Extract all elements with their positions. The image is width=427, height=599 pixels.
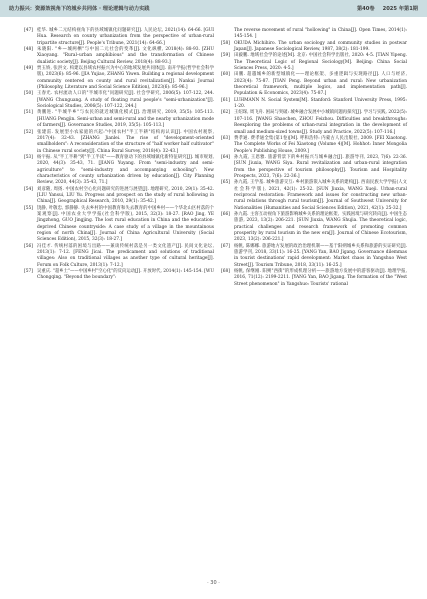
reference-number: [56] [24,243,33,249]
reference-entry [221,28,407,41]
running-header [0,0,427,17]
reference-entry [24,91,214,110]
reference-number: [61] [221,97,230,103]
page-number: · 30 · [207,580,220,586]
reference-entry [24,155,214,187]
reference-entry [24,28,214,47]
references-right-column [221,28,407,288]
reference-text: 田毅鹏. 地域社会学的论述[M]. 北京: 中国社会科学出版社, 2020: 4-5. [TIAN Yipeng. The Theoretical Logic of Regional Sociology[M]. Beijing: China Social Sciences Press, 2020: 4-5.] [234,53,407,72]
reference-text: 杨宇振. 从"半工半耕"到"半工半读"——教育驱动下的县域城镇化新特征研究[J]. 城市规划, 2020, 44(3): 35-43, 71. [JIANG Yuyang. From "semi-industry and semi-agriculture" to "semi-industry and accompanying schooling": New characteristics of county urbanization driven by education[J]. City Planning Review, 2020, 44(3): 35-43, 71.] [37,154,214,186]
reference-text: 王绍琛, 周飞舟. 困局与突破: 城乡融合发展中小城镇问题再探究[J]. 学习与实践, 2022(5): 107-116. [WANG Shaochen, ZHOU Feizhou. Difficulties and breakthroughs: Reexploring the problems of urban-rural integration in the development of small and medium-sized towns[J]. Study and Practice, 2022(5): 107-116.] [234,110,407,135]
reference-text: 朱晓阳. "乡—城两栖"与中国二元社会的变革[J]. 文化纵横, 2018(4): 88-93. [ZHU Xiaoyang. "Rural–urban amphibious" and the transformation of Chinese dualistic society[J]. Beijing Cultural Review, 2018(4): 88-93.] [37,47,214,65]
reference-number: [60] [221,72,230,78]
reference-number: [48] [24,47,33,53]
reference-text: 孙九霞. 主客互动视角下旅游影响城乡关系的理论框架、实践困境与研究转向[J]. 中国生态旅游, 2023, 13(2): 206-221. [SUN Jiuxia, WANG Shujia. The theoretical logic, practical challenges and research framework of promoting common prosperity by rural tourism in the new era[J]. Journal of Chinese Ecotourism, 2023, 13(2): 206-221.] [234,211,407,243]
reference-text: 孙九霞, 王恩雅. 旅游背景下的乡村振兴与城乡融合[J]. 旅游导刊, 2023, 7(6): 22-36. [SUN Jiuxia, WANG Siya. Rural revitalization and urban-rural integration from the perspective of tourism philosophy[J]. Tourism and Hospitality Prospects, 2023, 7(6): 22-36.] [234,154,407,179]
reference-entry [24,47,214,66]
reference-entry [221,72,407,97]
reference-number: [57] [24,269,33,275]
reference-text: 刘彦随, 周扬. 中国农村空心化问题研究的进展与展望[J]. 地理研究, 2010, 29(1): 35-42. [LIU Yansui, LIU Yu. Progress and prospect on the study of rural hollowing in China[J]. Geographical Research, 2010, 29(1): 35-42.] [37,186,214,205]
reference-entry [24,187,214,206]
reference-number: [50] [24,91,33,97]
reference-text: 冯佳才. 传统村落的困境与出路——兼谈传统村落是另一类文化遗产[J]. 民间文化论坛, 2013(1): 7-12. [FENG Jicai. The predicament and solutions of traditional villages: Also on traditional villages as another type of cultural heritage[J]. Forum on Folk Culture, 2013(1): 7-12.] [37,243,214,268]
reference-text: 张建雷. 发展型小农家庭的兴起:"中国农村"半工半耕"结构再认识[J]. 中国农村观察, 2017(4): 32-43. [ZHANG Jianlei. The rise of "development-oriented smallholders": A reconsideration of the structure of "half worker half cultivator" in Chinese rural society[J]. China Rural Survey, 2018(4): 32-43.] [37,129,214,154]
reference-number: [52] [24,129,33,135]
reference-number: [55] [24,205,33,211]
reference-number: [65] [221,180,230,186]
reference-number: [58] [221,40,230,46]
reference-entry [221,41,407,54]
reference-entry [221,180,407,212]
reference-text: 黄鹏进. "半城半乡"与农民的就近城镇化模式[J]. 治理研究, 2019, 35(5): 105-113. [HUANG Pengjin. Semi-urban and semi-rural and the nearby urbanization mode of farmers[J]. Governance Studies, 2019, 35(5): 105-113.] [37,110,214,129]
reference-entry [24,130,214,155]
reference-text: 饶静, 叶敬忠, 郭静静. 失去乡村的中国教育和失去教育的中国乡村——个华北山区村落的个案观察[J]. 中国农业大学学报(社会科学版), 2015, 32(3): 18-27. [RAO Jing, YE Jingzhong, GUO Jingjing. The lost rural education in China and the education-deprived Chinese countryside: A case study of a village in the mountainous region of north China[J]. Journal of China Agricultural University (Social Sciences Edition), 2015, 32(3): 18-27.] [37,205,214,243]
reference-number: [67] [221,243,230,249]
reference-text: 费孝通. 费孝通全集(第1卷)[M]. 呼和浩特: 内蒙古人民出版社, 2009. [FEI Xiaotong. The Complete Works of Fei Xiaotong (Volume 4)[M]. Hohhot: Inner Mongolia People's Publishing House, 2009.] [234,135,407,154]
reference-entry [24,66,214,91]
reference-text: 田鹏. 超越城乡的新型城镇化——理论框架、多重逻辑与实现路径[J]. 人口与经济, 2023(4): 75-87. [TIAN Peng. Beyond urban and rural: New urbanization theoretical framework, multiple logics, and implementation path[J]. Population & Economics, 2023(4): 75-87.] [234,72,407,97]
references-left-column [24,28,214,282]
reference-number: [59] [221,53,230,59]
reference-text: 桂华. 城乡二元结构视角下的县域城镇化问题研究[J]. 人民论坛, 2021(14): 64-66. [GUI Hua. Research on county urbanization from the perspective of urban-rural tripartite structure[J]. People's Tribune, 2021(14): 64-66.] [37,28,214,46]
reference-number: [66] [221,211,230,217]
reference-text: OKUDA Michihiro. The urban sociology and community studies in postwar Japan[J]. Japanese Sociological Review, 1987, 38(2): 181-199. [234,40,407,53]
reference-text: 杨帆, 陈娜娜. 旅游地方发展的政治治理机制——基于阳朔城乡关系和旅游的实证研究[J]. 旅游学刊, 2018, 33(11): 16-25. [YANG Yan, BAO Jigang. Governance dilemmas in tourist destinations' rapid development: Market chaos in Yangshuo West Street[J]. Tourism Tribune, 2018, 33(11): 16-25.] [234,243,407,268]
reference-number: [53] [24,154,33,160]
running-header-volume: 第40卷 [356,6,375,12]
reference-number: [47] [24,28,33,33]
reference-text: 王春光. 农村流动人口的"半城市化"问题研究[J]. 社会学研究, 2006(5): 107-122, 244. [WANG Chunguang. A study of floating rural people's "semi-urbanization"[J]. Sociological Studies, 2006(5): 107-122, 244.] [37,91,214,110]
reference-entry [221,269,407,288]
reference-entry [221,136,407,155]
reference-entry [221,53,407,72]
reference-text: 贾玉娇, 张洪文. 构建以县域农村振兴为中心的地域发展共同体[J]. 南开学报(哲学社会科学版), 2023(6): 85-96. [JIA Yujiao, ZHANG Yiwen. Building a regional development community centered on county and rural revitalization[J]. Nankai Journal (Philosophy, Literature and Social Science Edition), 2023(6): 85-96.] [37,66,214,91]
reference-entry [221,244,407,269]
reference-text: The reverse movement of rural "hollowing" in China[J]. Open Times, 2014(1): 145-154. ] [234,28,407,40]
reference-number: [49] [24,66,33,72]
reference-number: [51] [24,110,33,116]
reference-number [221,28,234,41]
reference-number: [68] [221,269,230,275]
reference-entry [221,155,407,180]
reference-number: [54] [24,186,33,192]
reference-entry [24,269,214,282]
reference-number: [63] [221,135,230,141]
reference-entry [221,110,407,135]
reference-text: 孙九霞, 王学基. 城乡旅游交互: 乡村旅游嵌入城乡关系的建构[J]. 西南民族大学学报(人文社会科学版), 2021, 42(1): 25-32. [SUN Jiuxia, WANG Xueji. Urban-rural reciprocal restoration: Framework and issues for constructing new urban-rural relations through rural tourism[J]. Journal of Southwest University for Nationalities (Humanities and Social Sciences Edition), 2021, 42(1): 25-32.] [234,180,407,211]
reference-entry [221,98,407,111]
reference-entry [24,206,214,244]
reference-text: LUHMANN N. Social System[M]. Stanford: Stanford University Press, 1995: 1-20. [234,97,407,110]
reference-text: 杨帆, 保继刚. 阳朔"西街"的形成机理分析——旅游地方发展中的游客驱动[J]. 地理学报, 2016, 71(12): 2199-2211. [YANG Yan, BAO Jigang. The formation of the "West Street phenomenon" in Yangshuo: Tourists' rational [234,269,407,287]
running-header-title: 助力振兴：资源效视角下的城乡共同体 · 理论逻辑与动力实践 [9,6,150,12]
reference-number: [62] [221,110,230,116]
reference-text: 吴重庆. "超乡土"——中国乡村"空心化"的反向运动[J]. 开放时代, 2014(1): 145-154. [WU Chongqing. "Beyond the boundary": [37,269,214,281]
reference-entry [24,110,214,129]
reference-entry [24,244,214,269]
reference-number: [64] [221,154,230,160]
reference-entry [221,212,407,244]
running-header-issue: 2025 年第1期 [382,6,418,12]
